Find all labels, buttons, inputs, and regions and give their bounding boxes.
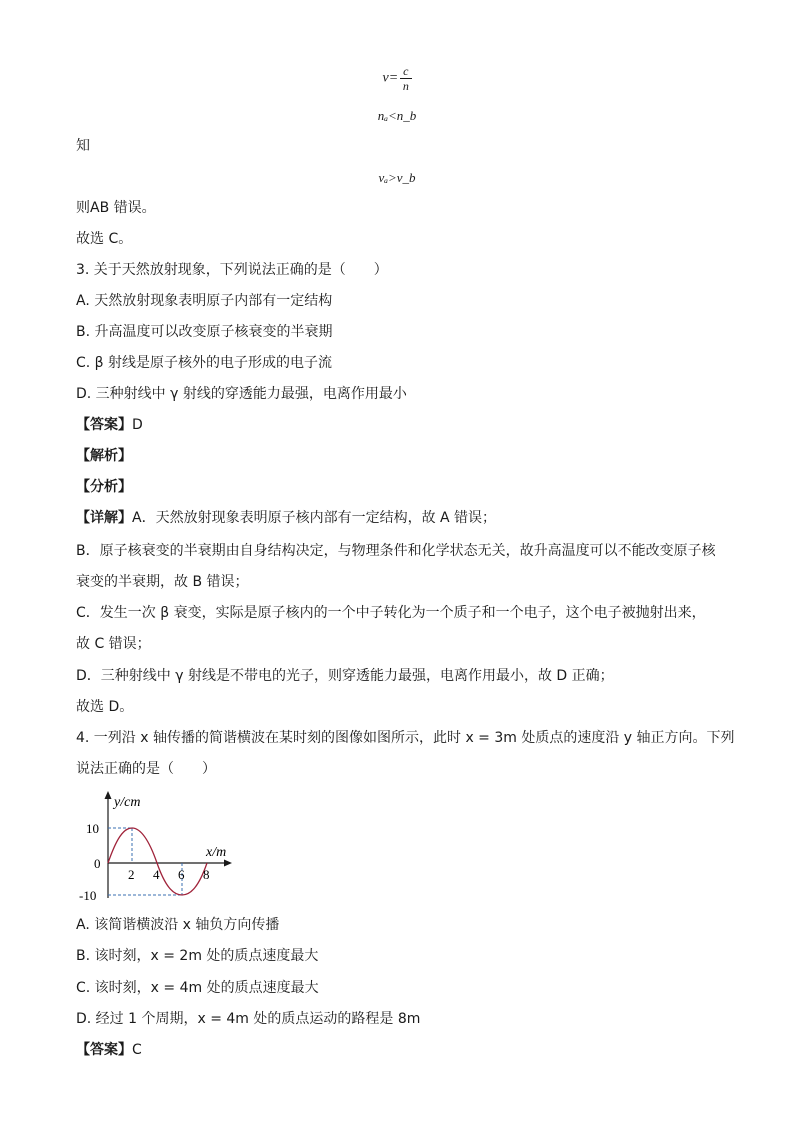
q4-option-b: B. 该时刻，x = 2m 处的质点速度最大: [76, 948, 319, 964]
q3-detail-label: 【详解】: [76, 510, 132, 526]
text-choose-c: 故选 C。: [76, 231, 133, 247]
formula-v-lhs: v=: [382, 70, 399, 86]
x-tick-4: 4: [153, 867, 160, 882]
text-zhi: 知: [76, 138, 90, 154]
formula-va-gt-vb: vₐ>v_b: [378, 170, 416, 185]
q4-option-a: A. 该简谐横波沿 x 轴负方向传播: [76, 917, 280, 933]
q3-detail-d: D．三种射线中 γ 射线是不带电的光子，则穿透能力最强，电离作用最小，故 D 正确；: [76, 668, 614, 684]
y-tick-10: 10: [86, 821, 99, 836]
q3-detail-a-row: [76, 508, 496, 528]
q3-answer-value: D: [132, 417, 143, 433]
formula-fraction: [400, 64, 411, 93]
q3-detail-b-line2: 衰变的半衰期，故 B 错误；: [76, 574, 249, 590]
formula-v-equals: [0, 64, 794, 93]
q4-stem-line2: 说法正确的是（ ）: [76, 761, 216, 777]
q4-option-d: D. 经过 1 个周期，x = 4m 处的质点运动的路程是 8m: [76, 1011, 421, 1027]
q4-option-c: C. 该时刻，x = 4m 处的质点速度最大: [76, 980, 319, 996]
q4-stem-line1: 4. 一列沿 x 轴传播的简谐横波在某时刻的图像如图所示，此时 x = 3m 处质点的速度沿 y 轴正方向。下列: [76, 730, 735, 746]
x-tick-6: 6: [178, 867, 185, 882]
y-axis-arrow: [105, 791, 112, 799]
q3-choose-d: 故选 D。: [76, 699, 134, 715]
q3-analysis-label: 【解析】: [76, 448, 132, 464]
q3-detail-c-line1: C．发生一次 β 衰变，实际是原子核内的一个中子转化为一个质子和一个电子，这个电子被抛射出来，: [76, 605, 706, 621]
q3-answer-row: [76, 415, 143, 435]
fraction-denominator: n: [402, 79, 409, 93]
q4-answer-label: 【答案】: [76, 1042, 132, 1058]
q3-option-b: B. 升高温度可以改变原子核衰变的半衰期: [76, 324, 333, 340]
x-axis-label: x/m: [206, 845, 227, 860]
formula-na-lt-nb: nₐ<n_b: [377, 108, 417, 123]
fraction-numerator: c: [400, 64, 411, 79]
x-tick-2: 2: [128, 867, 135, 882]
text-conclusion-ab: 则AB 错误。: [76, 200, 156, 216]
q3-stem: 3. 关于天然放射现象，下列说法正确的是（ ）: [76, 262, 388, 278]
y-tick-0: 0: [94, 856, 101, 871]
q3-detail-c-line2: 故 C 错误；: [76, 636, 151, 652]
q3-detail-b-line1: B．原子核衰变的半衰期由自身结构决定，与物理条件和化学状态无关，故升高温度可以不能改变原子核: [76, 543, 716, 559]
q3-option-c: C. β 射线是原子核外的电子形成的电子流: [76, 355, 333, 371]
q4-answer-value: C: [132, 1042, 142, 1058]
y-tick-neg10: -10: [79, 888, 97, 903]
q4-answer-row: [76, 1040, 142, 1060]
q3-detail-a: A．天然放射现象表明原子核内部有一定结构，故 A 错误；: [132, 510, 497, 526]
y-axis-label: y/cm: [114, 795, 141, 810]
q3-option-d: D. 三种射线中 γ 射线的穿透能力最强，电离作用最小: [76, 386, 407, 402]
q3-answer-label: 【答案】: [76, 417, 132, 433]
q3-option-a: A. 天然放射现象表明原子内部有一定结构: [76, 293, 333, 309]
x-tick-8: 8: [203, 867, 210, 882]
q3-fenxi-label: 【分析】: [76, 479, 132, 495]
wave-curve: [108, 828, 207, 895]
wave-figure: [76, 788, 256, 908]
x-axis-arrow: [224, 860, 232, 867]
